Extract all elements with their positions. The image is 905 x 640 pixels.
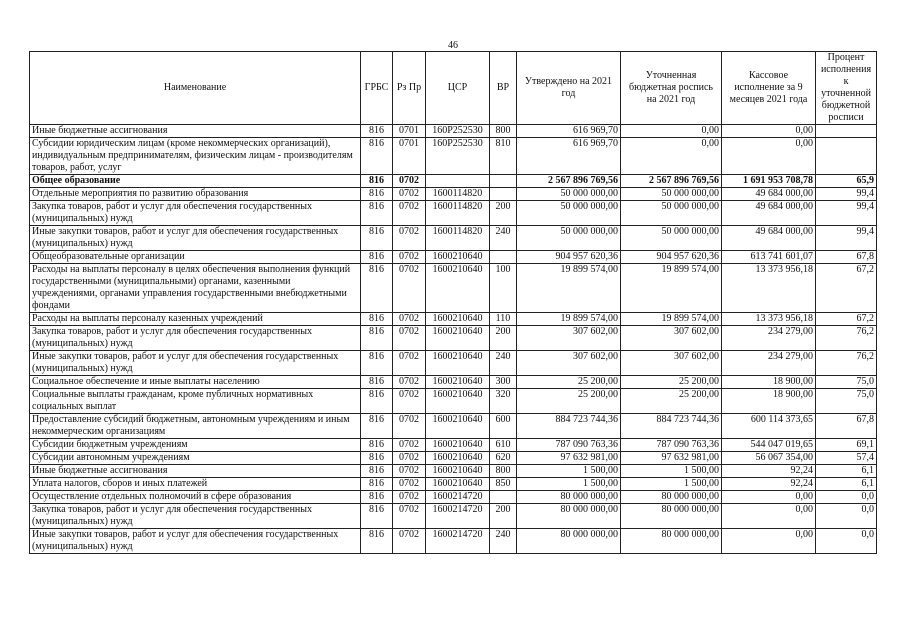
cell-approved: 80 000 000,00	[517, 491, 621, 504]
cell-csr: 1600114820	[426, 201, 490, 226]
cell-csr: 1600210640	[426, 478, 490, 491]
cell-vr	[490, 188, 517, 201]
cell-name: Социальное обеспечение и иные выплаты населению	[30, 376, 361, 389]
cell-rzpr: 0702	[393, 414, 426, 439]
header-csr: ЦСР	[426, 52, 490, 125]
cell-vr: 300	[490, 376, 517, 389]
table-row	[30, 175, 877, 188]
cell-percent: 76,2	[816, 326, 877, 351]
cell-vr: 850	[490, 478, 517, 491]
cell-name: Общее образование	[30, 175, 361, 188]
cell-rzpr: 0702	[393, 264, 426, 313]
cell-grbs: 816	[361, 251, 393, 264]
cell-cash: 0,00	[722, 125, 816, 138]
cell-vr: 320	[490, 389, 517, 414]
budget-execution-table	[29, 51, 877, 554]
cell-name: Иные закупки товаров, работ и услуг для обеспечения государственных (муниципальных) нужд	[30, 226, 361, 251]
cell-vr: 200	[490, 201, 517, 226]
cell-rzpr: 0702	[393, 504, 426, 529]
table-row	[30, 326, 877, 351]
cell-vr	[490, 251, 517, 264]
cell-name: Уплата налогов, сборов и иных платежей	[30, 478, 361, 491]
cell-approved: 2 567 896 769,56	[517, 175, 621, 188]
cell-rzpr: 0702	[393, 251, 426, 264]
cell-approved: 19 899 574,00	[517, 313, 621, 326]
cell-vr: 240	[490, 226, 517, 251]
cell-name: Расходы на выплаты персоналу в целях обеспечения выполнения функций государственными (муниципальными) органами, казенными учреждениями, органами управления государственными внебюджетными фондами	[30, 264, 361, 313]
cell-cash: 1 691 953 708,78	[722, 175, 816, 188]
cell-refined: 19 899 574,00	[621, 313, 722, 326]
cell-refined: 80 000 000,00	[621, 504, 722, 529]
cell-percent: 0,0	[816, 491, 877, 504]
cell-approved: 50 000 000,00	[517, 188, 621, 201]
cell-name: Иные закупки товаров, работ и услуг для обеспечения государственных (муниципальных) нужд	[30, 351, 361, 376]
cell-percent	[816, 125, 877, 138]
cell-name: Иные бюджетные ассигнования	[30, 465, 361, 478]
cell-grbs: 816	[361, 376, 393, 389]
cell-name: Субсидии юридическим лицам (кроме некоммерческих организаций), индивидуальным предпринимателям, физическим лицам - производителям товаров, работ, услуг	[30, 138, 361, 175]
header-rzpr: Рз Пр	[393, 52, 426, 125]
cell-vr: 200	[490, 326, 517, 351]
cell-refined: 50 000 000,00	[621, 226, 722, 251]
cell-rzpr: 0702	[393, 351, 426, 376]
cell-name: Социальные выплаты гражданам, кроме публичных нормативных социальных выплат	[30, 389, 361, 414]
cell-vr	[490, 175, 517, 188]
page-number: 46	[448, 40, 458, 51]
cell-rzpr: 0702	[393, 491, 426, 504]
cell-csr: 1600214720	[426, 529, 490, 554]
cell-cash: 234 279,00	[722, 351, 816, 376]
cell-cash: 92,24	[722, 478, 816, 491]
cell-cash: 18 900,00	[722, 389, 816, 414]
cell-percent: 75,0	[816, 376, 877, 389]
cell-cash: 56 067 354,00	[722, 452, 816, 465]
cell-approved: 616 969,70	[517, 138, 621, 175]
cell-csr: 1600114820	[426, 226, 490, 251]
cell-percent: 67,2	[816, 313, 877, 326]
cell-refined: 307 602,00	[621, 326, 722, 351]
cell-csr: 1600210640	[426, 326, 490, 351]
cell-approved: 787 090 763,36	[517, 439, 621, 452]
table-row	[30, 251, 877, 264]
cell-csr: 160P252530	[426, 125, 490, 138]
cell-vr: 610	[490, 439, 517, 452]
cell-vr: 240	[490, 351, 517, 376]
cell-approved: 50 000 000,00	[517, 201, 621, 226]
cell-refined: 0,00	[621, 138, 722, 175]
cell-grbs: 816	[361, 465, 393, 478]
cell-cash: 49 684 000,00	[722, 188, 816, 201]
cell-name: Закупка товаров, работ и услуг для обеспечения государственных (муниципальных) нужд	[30, 201, 361, 226]
cell-grbs: 816	[361, 414, 393, 439]
cell-percent: 6,1	[816, 465, 877, 478]
cell-approved: 80 000 000,00	[517, 504, 621, 529]
table-row	[30, 125, 877, 138]
cell-approved: 1 500,00	[517, 478, 621, 491]
cell-percent: 67,2	[816, 264, 877, 313]
cell-grbs: 816	[361, 188, 393, 201]
cell-rzpr: 0702	[393, 175, 426, 188]
cell-vr: 810	[490, 138, 517, 175]
cell-refined: 50 000 000,00	[621, 188, 722, 201]
cell-csr: 1600214720	[426, 504, 490, 529]
header-vr: ВР	[490, 52, 517, 125]
cell-cash: 0,00	[722, 529, 816, 554]
cell-rzpr: 0702	[393, 465, 426, 478]
table-row	[30, 504, 877, 529]
cell-percent: 65,9	[816, 175, 877, 188]
cell-vr	[490, 491, 517, 504]
table-row	[30, 478, 877, 491]
cell-name: Отдельные мероприятия по развитию образования	[30, 188, 361, 201]
cell-cash: 13 373 956,18	[722, 264, 816, 313]
cell-name: Субсидии автономным учреждениям	[30, 452, 361, 465]
cell-csr: 1600210640	[426, 452, 490, 465]
table-row	[30, 188, 877, 201]
cell-csr: 1600214720	[426, 491, 490, 504]
table-row	[30, 491, 877, 504]
cell-cash: 613 741 601,07	[722, 251, 816, 264]
cell-rzpr: 0702	[393, 201, 426, 226]
cell-rzpr: 0702	[393, 226, 426, 251]
table-row	[30, 226, 877, 251]
cell-csr	[426, 175, 490, 188]
cell-grbs: 816	[361, 201, 393, 226]
cell-rzpr: 0702	[393, 188, 426, 201]
cell-cash: 0,00	[722, 491, 816, 504]
table-body	[30, 125, 877, 554]
table-row	[30, 465, 877, 478]
cell-vr: 100	[490, 264, 517, 313]
cell-grbs: 816	[361, 226, 393, 251]
table-header-row	[30, 52, 877, 125]
cell-percent: 99,4	[816, 201, 877, 226]
table-row	[30, 138, 877, 175]
cell-csr: 1600210640	[426, 389, 490, 414]
cell-grbs: 816	[361, 351, 393, 376]
cell-cash: 18 900,00	[722, 376, 816, 389]
cell-percent: 67,8	[816, 251, 877, 264]
cell-cash: 49 684 000,00	[722, 226, 816, 251]
cell-rzpr: 0702	[393, 529, 426, 554]
cell-refined: 80 000 000,00	[621, 529, 722, 554]
cell-rzpr: 0702	[393, 326, 426, 351]
cell-rzpr: 0702	[393, 452, 426, 465]
cell-refined: 25 200,00	[621, 376, 722, 389]
cell-rzpr: 0701	[393, 125, 426, 138]
cell-cash: 49 684 000,00	[722, 201, 816, 226]
cell-grbs: 816	[361, 529, 393, 554]
cell-name: Осуществление отдельных полномочий в сфере образования	[30, 491, 361, 504]
cell-grbs: 816	[361, 389, 393, 414]
cell-refined: 0,00	[621, 125, 722, 138]
table-row	[30, 389, 877, 414]
cell-percent: 57,4	[816, 452, 877, 465]
cell-approved: 307 602,00	[517, 351, 621, 376]
cell-percent: 75,0	[816, 389, 877, 414]
cell-approved: 25 200,00	[517, 389, 621, 414]
cell-csr: 1600210640	[426, 465, 490, 478]
cell-approved: 50 000 000,00	[517, 226, 621, 251]
cell-refined: 307 602,00	[621, 351, 722, 376]
cell-vr: 600	[490, 414, 517, 439]
cell-approved: 307 602,00	[517, 326, 621, 351]
table-row	[30, 351, 877, 376]
cell-grbs: 816	[361, 491, 393, 504]
cell-approved: 1 500,00	[517, 465, 621, 478]
cell-grbs: 816	[361, 175, 393, 188]
cell-grbs: 816	[361, 313, 393, 326]
table-row	[30, 376, 877, 389]
cell-vr: 200	[490, 504, 517, 529]
cell-refined: 2 567 896 769,56	[621, 175, 722, 188]
cell-approved: 80 000 000,00	[517, 529, 621, 554]
table-row	[30, 313, 877, 326]
table-row	[30, 264, 877, 313]
cell-refined: 80 000 000,00	[621, 491, 722, 504]
cell-grbs: 816	[361, 125, 393, 138]
cell-rzpr: 0702	[393, 478, 426, 491]
cell-refined: 1 500,00	[621, 465, 722, 478]
header-percent: Процент исполнения к уточненной бюджетной росписи	[816, 52, 877, 125]
header-approved: Утверждено на 2021 год	[517, 52, 621, 125]
cell-csr: 1600210640	[426, 313, 490, 326]
cell-percent: 6,1	[816, 478, 877, 491]
cell-cash: 13 373 956,18	[722, 313, 816, 326]
cell-vr: 240	[490, 529, 517, 554]
cell-percent: 76,2	[816, 351, 877, 376]
cell-csr: 1600210640	[426, 439, 490, 452]
cell-grbs: 816	[361, 504, 393, 529]
cell-csr: 1600210640	[426, 414, 490, 439]
cell-approved: 616 969,70	[517, 125, 621, 138]
cell-refined: 25 200,00	[621, 389, 722, 414]
header-grbs: ГРБС	[361, 52, 393, 125]
cell-approved: 884 723 744,36	[517, 414, 621, 439]
cell-vr: 110	[490, 313, 517, 326]
cell-refined: 97 632 981,00	[621, 452, 722, 465]
cell-rzpr: 0702	[393, 439, 426, 452]
cell-approved: 19 899 574,00	[517, 264, 621, 313]
cell-cash: 600 114 373,65	[722, 414, 816, 439]
cell-cash: 234 279,00	[722, 326, 816, 351]
cell-percent: 99,4	[816, 226, 877, 251]
cell-csr: 1600210640	[426, 251, 490, 264]
cell-grbs: 816	[361, 138, 393, 175]
cell-approved: 97 632 981,00	[517, 452, 621, 465]
cell-csr: 1600210640	[426, 376, 490, 389]
cell-refined: 787 090 763,36	[621, 439, 722, 452]
table-row	[30, 439, 877, 452]
cell-grbs: 816	[361, 264, 393, 313]
cell-csr: 160P252530	[426, 138, 490, 175]
cell-rzpr: 0702	[393, 313, 426, 326]
table-row	[30, 201, 877, 226]
cell-percent: 0,0	[816, 504, 877, 529]
cell-csr: 1600210640	[426, 351, 490, 376]
cell-vr: 800	[490, 125, 517, 138]
cell-grbs: 816	[361, 326, 393, 351]
cell-grbs: 816	[361, 452, 393, 465]
cell-name: Расходы на выплаты персоналу казенных учреждений	[30, 313, 361, 326]
table-row	[30, 414, 877, 439]
cell-name: Предоставление субсидий бюджетным, автономным учреждениям и иным некоммерческим организациям	[30, 414, 361, 439]
cell-percent: 67,8	[816, 414, 877, 439]
cell-csr: 1600114820	[426, 188, 490, 201]
cell-vr: 620	[490, 452, 517, 465]
cell-cash: 0,00	[722, 138, 816, 175]
cell-grbs: 816	[361, 439, 393, 452]
cell-refined: 904 957 620,36	[621, 251, 722, 264]
cell-percent: 69,1	[816, 439, 877, 452]
cell-name: Закупка товаров, работ и услуг для обеспечения государственных (муниципальных) нужд	[30, 326, 361, 351]
cell-refined: 19 899 574,00	[621, 264, 722, 313]
cell-refined: 50 000 000,00	[621, 201, 722, 226]
cell-csr: 1600210640	[426, 264, 490, 313]
cell-refined: 884 723 744,36	[621, 414, 722, 439]
cell-vr: 800	[490, 465, 517, 478]
cell-percent: 0,0	[816, 529, 877, 554]
cell-refined: 1 500,00	[621, 478, 722, 491]
cell-name: Субсидии бюджетным учреждениям	[30, 439, 361, 452]
table-row	[30, 529, 877, 554]
cell-name: Закупка товаров, работ и услуг для обеспечения государственных (муниципальных) нужд	[30, 504, 361, 529]
cell-approved: 25 200,00	[517, 376, 621, 389]
cell-rzpr: 0702	[393, 376, 426, 389]
cell-rzpr: 0701	[393, 138, 426, 175]
header-name: Наименование	[30, 52, 361, 125]
cell-cash: 0,00	[722, 504, 816, 529]
cell-cash: 92,24	[722, 465, 816, 478]
header-cash: Кассовое исполнение за 9 месяцев 2021 года	[722, 52, 816, 125]
header-refined: Уточненная бюджетная роспись на 2021 год	[621, 52, 722, 125]
cell-rzpr: 0702	[393, 389, 426, 414]
table-row	[30, 452, 877, 465]
cell-name: Общеобразовательные организации	[30, 251, 361, 264]
cell-name: Иные закупки товаров, работ и услуг для обеспечения государственных (муниципальных) нужд	[30, 529, 361, 554]
cell-approved: 904 957 620,36	[517, 251, 621, 264]
cell-percent	[816, 138, 877, 175]
cell-grbs: 816	[361, 478, 393, 491]
cell-name: Иные бюджетные ассигнования	[30, 125, 361, 138]
cell-percent: 99,4	[816, 188, 877, 201]
cell-cash: 544 047 019,65	[722, 439, 816, 452]
